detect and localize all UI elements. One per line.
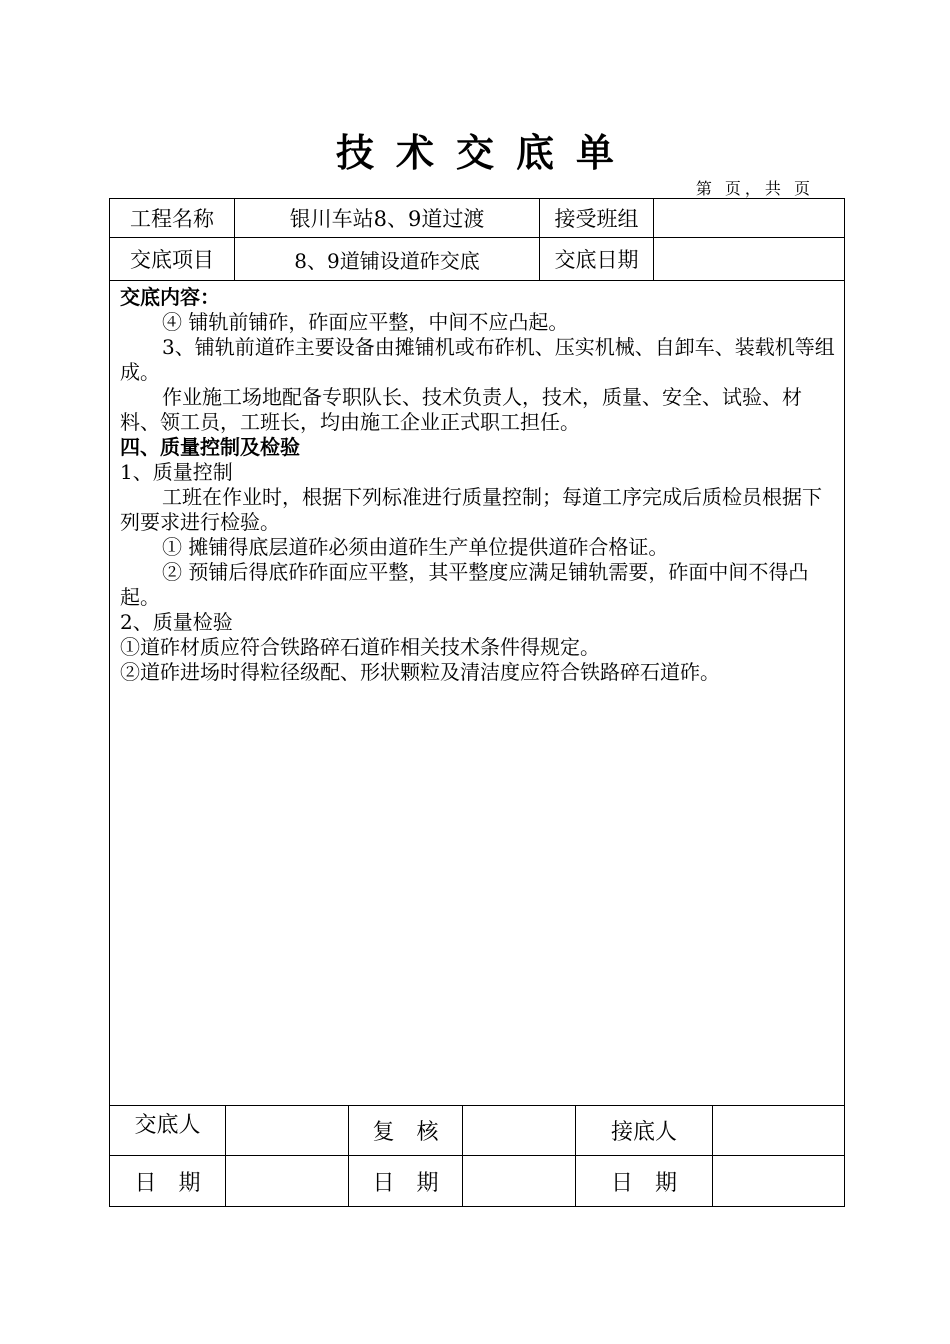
handover-item-value: 8、9道铺设道砟交底	[235, 238, 540, 280]
handover-content	[110, 281, 844, 1105]
content-line: ① 摊铺得底层道砟必须由道砟生产单位提供道砟合格证。	[162, 535, 669, 559]
header-row-item	[110, 238, 844, 281]
receiving-team-label: 接受班组	[540, 199, 654, 237]
date-row	[110, 1156, 844, 1206]
form-table	[109, 198, 845, 1207]
content-line: ② 预铺后得底砟砟面应平整，其平整度应满足铺轨需要，砟面中间不得凸起。	[120, 560, 809, 609]
content-line: ①道砟材质应符合铁路碎石道砟相关技术条件得规定。	[120, 635, 600, 659]
content-line: ②道砟进场时得粒径级配、形状颗粒及清洁度应符合铁路碎石道砟。	[120, 660, 720, 684]
receiver-date-label: 日 期	[576, 1156, 713, 1206]
content-line: 作业施工场地配备专职队长、技术负责人，技术，质量、安全、试验、材料、领工员，工班长，均由施工企业正式职工担任。	[120, 385, 802, 434]
content-line: 工班在作业时，根据下列标准进行质量控制；每道工序完成后质检员根据下列要求进行检验。	[120, 485, 822, 534]
project-name-label: 工程名称	[110, 199, 235, 237]
content-line: 3、铺轨前道砟主要设备由摊铺机或布砟机、压实机械、自卸车、装载机等组成。	[120, 335, 835, 384]
receiver-label: 接底人	[576, 1106, 713, 1155]
project-name-value: 银川车站8、9道过渡	[235, 199, 540, 237]
presenter-date-label: 日 期	[110, 1156, 226, 1206]
receiving-team-value[interactable]	[654, 199, 844, 237]
page-indicator: 第 页，共 页	[695, 179, 814, 198]
review-label: 复 核	[349, 1106, 463, 1155]
review-date-value[interactable]	[463, 1156, 576, 1206]
handover-date-label: 交底日期	[540, 238, 654, 280]
handover-item-label: 交底项目	[110, 238, 235, 280]
document-title: 技术交底单	[335, 130, 636, 175]
signature-row	[110, 1105, 844, 1156]
content-heading: 交底内容：	[120, 285, 220, 309]
subsection-heading: 2、质量检验	[120, 610, 233, 634]
header-row-project	[110, 199, 844, 238]
presenter-label: 交底人	[110, 1106, 226, 1155]
review-signature[interactable]	[463, 1106, 576, 1155]
section-heading: 四、质量控制及检验	[120, 435, 300, 459]
content-line: ④ 铺轨前铺砟，砟面应平整，中间不应凸起。	[162, 310, 569, 334]
presenter-date-value[interactable]	[226, 1156, 349, 1206]
presenter-signature[interactable]	[226, 1106, 349, 1155]
subsection-heading: 1、质量控制	[120, 460, 233, 484]
review-date-label: 日 期	[349, 1156, 463, 1206]
receiver-signature[interactable]	[713, 1106, 844, 1155]
receiver-date-value[interactable]	[713, 1156, 844, 1206]
handover-date-value[interactable]	[654, 238, 844, 280]
